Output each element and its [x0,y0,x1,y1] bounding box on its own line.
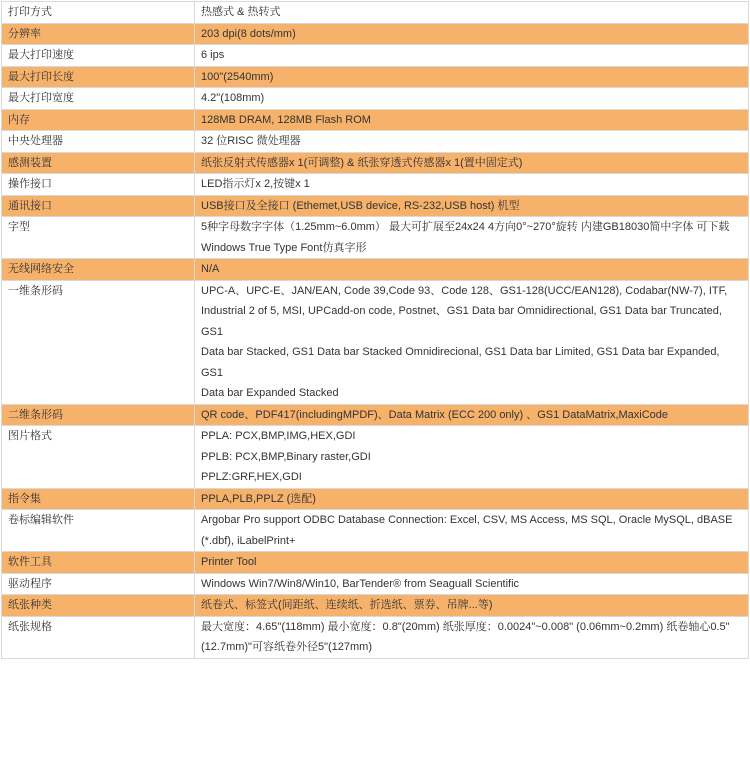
spec-table-body [2,2,749,659]
spec-value-line: Windows Win7/Win8/Win10, BarTender® from Seaguall Scientific [201,577,520,590]
spec-value [195,426,749,489]
spec-value [195,552,749,574]
table-row [2,23,749,45]
table-row [2,195,749,217]
table-row [2,595,749,617]
spec-label: 感测装置 [2,152,195,174]
spec-value [195,404,749,426]
spec-value-line: PPLZ:GRF,HEX,GDI [201,471,302,483]
spec-label: 软件工具 [2,552,195,574]
spec-table [1,1,749,659]
spec-value-line: N/A [201,263,220,275]
spec-label: 纸张规格 [2,616,195,658]
spec-value [195,174,749,196]
spec-value-line: PPLA,PLB,PPLZ (选配) [201,492,316,505]
spec-value [195,109,749,131]
spec-value [195,88,749,110]
spec-label: 无线网络安全 [2,259,195,281]
spec-label: 驱动程序 [2,573,195,595]
spec-label: 指令集 [2,488,195,510]
spec-value [195,217,749,259]
spec-value-line: PPLB: PCX,BMP,Binary raster,GDI [201,450,371,463]
table-row [2,404,749,426]
table-row [2,488,749,510]
table-row [2,152,749,174]
spec-value-line: Data bar Stacked, GS1 Data bar Stacked Omnidirecional, GS1 Data bar Limited, GS1 Data bar Expanded, GS1 [201,346,720,379]
spec-label: 最大打印长度 [2,66,195,88]
spec-label: 图片格式 [2,426,195,489]
table-row [2,66,749,88]
spec-value [195,595,749,617]
spec-value [195,45,749,67]
table-row [2,131,749,153]
spec-value-line: Argobar Pro support ODBC Database Connection: Excel, CSV, MS Access, MS SQL, Oracle MySQL, dBASE [201,514,733,526]
spec-label: 最大打印宽度 [2,88,195,110]
spec-value [195,131,749,153]
spec-value-line: 100"(2540mm) [201,70,274,83]
spec-value [195,23,749,45]
table-row [2,426,749,489]
spec-value [195,152,749,174]
spec-value [195,510,749,552]
spec-value [195,573,749,595]
spec-value-line: USB接口及全接口 (Ethemet,USB device, RS-232,USB host) 机型 [201,199,520,212]
spec-value-line: Printer Tool [201,556,257,568]
spec-value-line: PPLA: PCX,BMP,IMG,HEX,GDI [201,430,356,442]
spec-value-line: 128MB DRAM, 128MB Flash ROM [201,113,371,126]
spec-value-line: 最大宽度：4.65"(118mm) 最小宽度：0.8"(20mm) 纸张厚度：0.0024"~0.008" (0.06mm~0.2mm) 纸卷轴心0.5" [201,620,730,633]
table-row [2,259,749,281]
spec-value-line: UPC-A、UPC-E、JAN/EAN, Code 39,Code 93、Code 128、GS1-128(UCC/EAN128), Codabar(NW-7), ITF, [201,284,728,297]
spec-label: 打印方式 [2,2,195,24]
spec-label: 卷标编辑软件 [2,510,195,552]
spec-value [195,66,749,88]
spec-label: 分辨率 [2,23,195,45]
spec-label: 纸张种类 [2,595,195,617]
spec-value-line: Industrial 2 of 5, MSI, UPCadd-on code, Postnet、GS1 Data bar Omnidirectional, GS1 Data bar Truncated, GS1 [201,305,722,338]
spec-label: 中央处理器 [2,131,195,153]
spec-label: 二维条形码 [2,404,195,426]
spec-value-line: 203 dpi(8 dots/mm) [201,27,296,40]
spec-value [195,488,749,510]
spec-value-line: 纸张反射式传感器x 1(可调整) & 纸张穿透式传感器x 1(置中固定式) [201,156,523,169]
spec-label: 最大打印速度 [2,45,195,67]
spec-label: 一维条形码 [2,280,195,404]
spec-value [195,280,749,404]
spec-value-line: (*.dbf), iLabelPrint+ [201,534,296,547]
spec-value-line: QR code、PDF417(includingMPDF)、Data Matrix (ECC 200 only) 、GS1 DataMatrix,MaxiCode [201,408,669,421]
table-row [2,88,749,110]
table-row [2,2,749,24]
spec-value-line: Windows True Type Font仿真字形 [201,241,367,254]
table-row [2,109,749,131]
table-row [2,573,749,595]
spec-value [195,259,749,281]
table-row [2,280,749,404]
spec-value-line: 4.2"(108mm) [201,92,265,104]
table-row [2,217,749,259]
spec-label: 通讯接口 [2,195,195,217]
spec-value-line: Data bar Expanded Stacked [201,387,339,399]
spec-label: 操作接口 [2,174,195,196]
table-row [2,174,749,196]
spec-value-line: 5种字母数字字体（1.25mm~6.0mm） 最大可扩展至24x24 4方向0°~270°旋转 内建GB18030简中字体 可下载 [201,221,730,233]
spec-value-line: 6 ips [201,49,225,61]
spec-value-line: 32 位RISC 微处理器 [201,135,301,147]
table-row [2,616,749,658]
table-row [2,45,749,67]
spec-value [195,195,749,217]
spec-value-line: (12.7mm)"可容纸卷外径5"(127mm) [201,641,372,653]
table-row [2,510,749,552]
spec-value-line: 热感式 & 热转式 [201,6,281,18]
spec-value [195,2,749,24]
spec-value-line: LED指示灯x 2,按键x 1 [201,178,310,190]
spec-label: 字型 [2,217,195,259]
spec-value-line: 纸卷式、标签式(间距纸、连续纸、折选纸、票券、吊牌...等) [201,599,493,611]
table-row [2,552,749,574]
spec-value [195,616,749,658]
spec-label: 内存 [2,109,195,131]
